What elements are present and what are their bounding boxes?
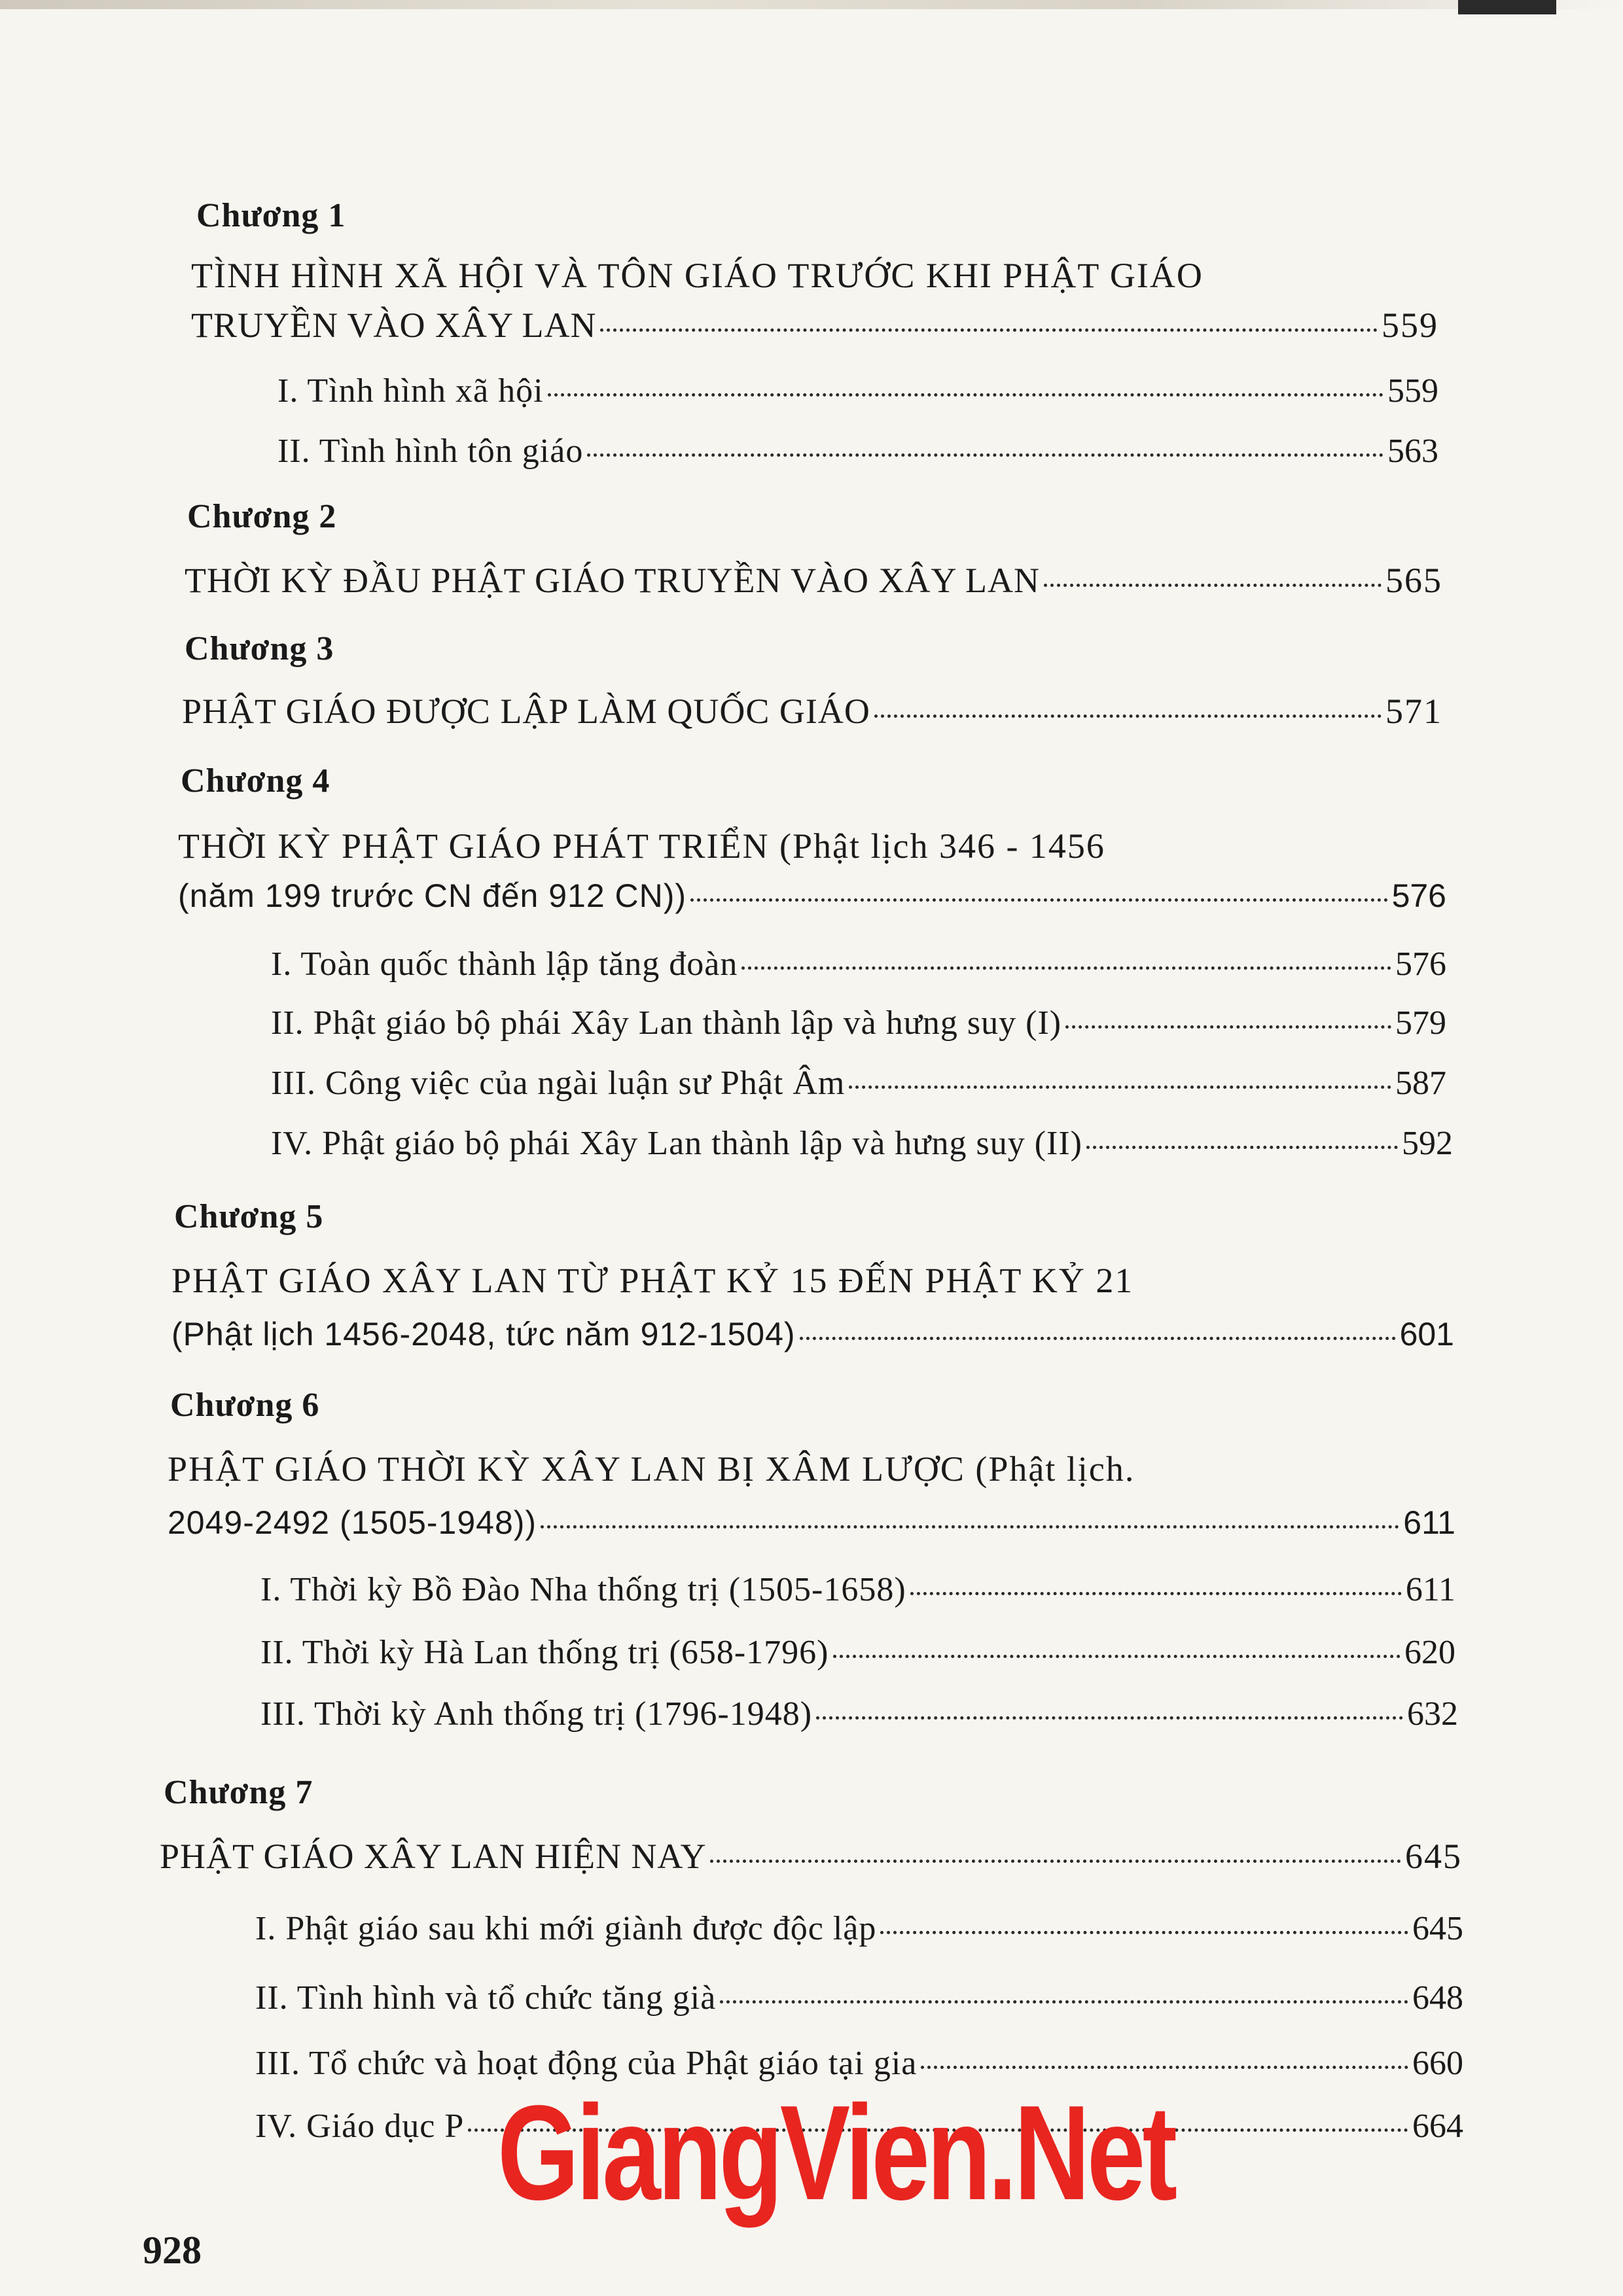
toc-entry-1-1[interactable]: [277, 372, 1438, 410]
toc-entry-4-3[interactable]: [271, 1064, 1446, 1103]
dot-leader: [710, 1860, 1401, 1863]
toc-entry-text: IV. Phật giáo bộ phái Xây Lan thành lập và hưng suy (II): [271, 1125, 1082, 1162]
toc-entry-text: I. Tình hình xã hội: [277, 372, 544, 410]
toc-entry-page: 563: [1387, 433, 1438, 470]
toc-entry-6-2[interactable]: [260, 1633, 1455, 1672]
toc-entry-7-1[interactable]: [255, 1909, 1463, 1948]
toc-entry-text: IV. Giáo dục P: [255, 2108, 465, 2145]
chapter-1-title-entry[interactable]: [191, 305, 1438, 345]
chapter-2-title-page: 565: [1385, 561, 1442, 600]
chapter-5-title-entry[interactable]: [171, 1315, 1454, 1353]
toc-entry-text: I. Toàn quốc thành lập tăng đoàn: [271, 945, 738, 983]
chapter-4-title-page: 576: [1391, 877, 1446, 914]
toc-entry-page: 611: [1405, 1571, 1455, 1608]
toc-entry-page: 660: [1412, 2045, 1463, 2082]
chapter-6-title-entry[interactable]: [168, 1504, 1455, 1542]
toc-entry-text: I. Thời kỳ Bồ Đào Nha thống trị (1505-1658): [260, 1571, 906, 1608]
chapter-3-label: Chương 3: [185, 630, 334, 667]
chapter-2-title-entry[interactable]: [185, 560, 1442, 601]
dot-leader: [587, 453, 1383, 457]
chapter-6-title-line-1: PHẬT GIÁO THỜI KỲ XÂY LAN BỊ XÂM LƯỢC (Phật lịch.: [168, 1449, 1135, 1489]
dot-leader: [720, 2000, 1408, 2004]
dot-leader: [541, 1525, 1399, 1528]
toc-entry-page: 632: [1407, 1695, 1458, 1733]
watermark-logo: GiangVien.Net: [497, 2077, 1175, 2228]
chapter-1-title-page: 559: [1382, 306, 1438, 345]
toc-entry-text: II. Thời kỳ Hà Lan thống trị (658-1796): [260, 1634, 829, 1671]
chapter-7-label: Chương 7: [164, 1774, 313, 1811]
dot-leader: [1044, 584, 1382, 587]
chapter-4-title-entry[interactable]: [178, 877, 1446, 915]
toc-entry-text: II. Tình hình tôn giáo: [277, 433, 584, 470]
toc-entry-text: III. Thời kỳ Anh thống trị (1796-1948): [260, 1695, 813, 1733]
chapter-2-label: Chương 2: [187, 498, 337, 535]
dot-leader: [874, 715, 1382, 718]
chapter-4-label: Chương 4: [181, 762, 330, 800]
toc-entry-text: II. Tình hình và tổ chức tăng già: [255, 1979, 717, 2017]
chapter-5-title-line-2: (Phật lịch 1456-2048, tức năm 912-1504): [171, 1316, 796, 1352]
toc-entry-page: 559: [1387, 372, 1438, 410]
toc-entry-text: II. Phật giáo bộ phái Xây Lan thành lập và hưng suy (I): [271, 1004, 1062, 1042]
chapter-5-label: Chương 5: [174, 1198, 324, 1235]
chapter-2-title: THỜI KỲ ĐẦU PHẬT GIÁO TRUYỀN VÀO XÂY LAN: [185, 561, 1040, 600]
dot-leader: [816, 1716, 1403, 1720]
toc-entry-4-2[interactable]: [271, 1004, 1446, 1042]
chapter-4-title-line-1: THỜI KỲ PHẬT GIÁO PHÁT TRIỂN (Phật lịch 346 - 1456: [178, 826, 1105, 866]
dot-leader: [690, 898, 1387, 902]
toc-entry-text: III. Công việc của ngài luận sư Phật Âm: [271, 1065, 846, 1102]
chapter-6-label: Chương 6: [170, 1386, 320, 1424]
dot-leader: [880, 1931, 1408, 1934]
dot-leader: [800, 1337, 1396, 1340]
toc-entry-text: I. Phật giáo sau khi mới giành được độc lập: [255, 1910, 877, 1947]
dot-leader: [1065, 1025, 1391, 1029]
dot-leader: [849, 1086, 1391, 1089]
toc-entry-1-2[interactable]: [277, 432, 1438, 470]
toc-entry-page: 648: [1412, 1979, 1463, 2017]
toc-entry-6-1[interactable]: [260, 1570, 1455, 1609]
dot-leader: [910, 1592, 1402, 1595]
toc-entry-6-3[interactable]: [260, 1695, 1458, 1733]
chapter-1-title-line-1: TÌNH HÌNH XÃ HỘI VÀ TÔN GIÁO TRƯỚC KHI PHẬT GIÁO: [191, 256, 1204, 295]
chapter-3-title-entry[interactable]: [182, 691, 1442, 732]
dot-leader: [921, 2066, 1408, 2069]
dot-leader: [600, 328, 1378, 332]
chapter-5-title-page: 601: [1399, 1316, 1454, 1352]
toc-entry-page: 587: [1395, 1065, 1446, 1102]
toc-entry-page: 645: [1412, 1910, 1463, 1947]
chapter-3-title-page: 571: [1385, 692, 1442, 731]
chapter-1-title-line-2: TRUYỀN VÀO XÂY LAN: [191, 306, 597, 345]
chapter-5-title-line-1: PHẬT GIÁO XÂY LAN TỪ PHẬT KỶ 15 ĐẾN PHẬT KỶ 21: [171, 1261, 1134, 1300]
dot-leader: [548, 393, 1383, 397]
toc-entry-page: 576: [1395, 945, 1446, 983]
chapter-4-title-line-2: (năm 199 trước CN đến 912 CN)): [178, 877, 687, 914]
toc-entry-page: 620: [1404, 1634, 1455, 1671]
toc-entry-page: 592: [1402, 1125, 1453, 1162]
toc-entry-text: III. Tổ chức và hoạt động của Phật giáo tại gia: [255, 2045, 918, 2082]
dot-leader: [741, 966, 1391, 970]
toc-entry-7-2[interactable]: [255, 1979, 1463, 2017]
dot-leader: [1086, 1146, 1398, 1149]
toc-entry-4-4[interactable]: [271, 1124, 1453, 1163]
chapter-1-label: Chương 1: [196, 197, 346, 234]
toc-entry-4-1[interactable]: [271, 945, 1446, 983]
chapter-7-title-page: 645: [1405, 1837, 1462, 1876]
chapter-7-title: PHẬT GIÁO XÂY LAN HIỆN NAY: [160, 1837, 707, 1876]
toc-entry-page: 579: [1395, 1004, 1446, 1042]
chapter-3-title: PHẬT GIÁO ĐƯỢC LẬP LÀM QUỐC GIÁO: [182, 692, 870, 731]
dot-leader: [833, 1655, 1401, 1658]
chapter-6-title-line-2: 2049-2492 (1505-1948)): [168, 1504, 537, 1541]
chapter-6-title-page: 611: [1403, 1504, 1455, 1541]
page-number: 928: [143, 2229, 202, 2272]
toc-entry-page: 664: [1412, 2108, 1463, 2145]
chapter-7-title-entry[interactable]: [160, 1836, 1462, 1877]
